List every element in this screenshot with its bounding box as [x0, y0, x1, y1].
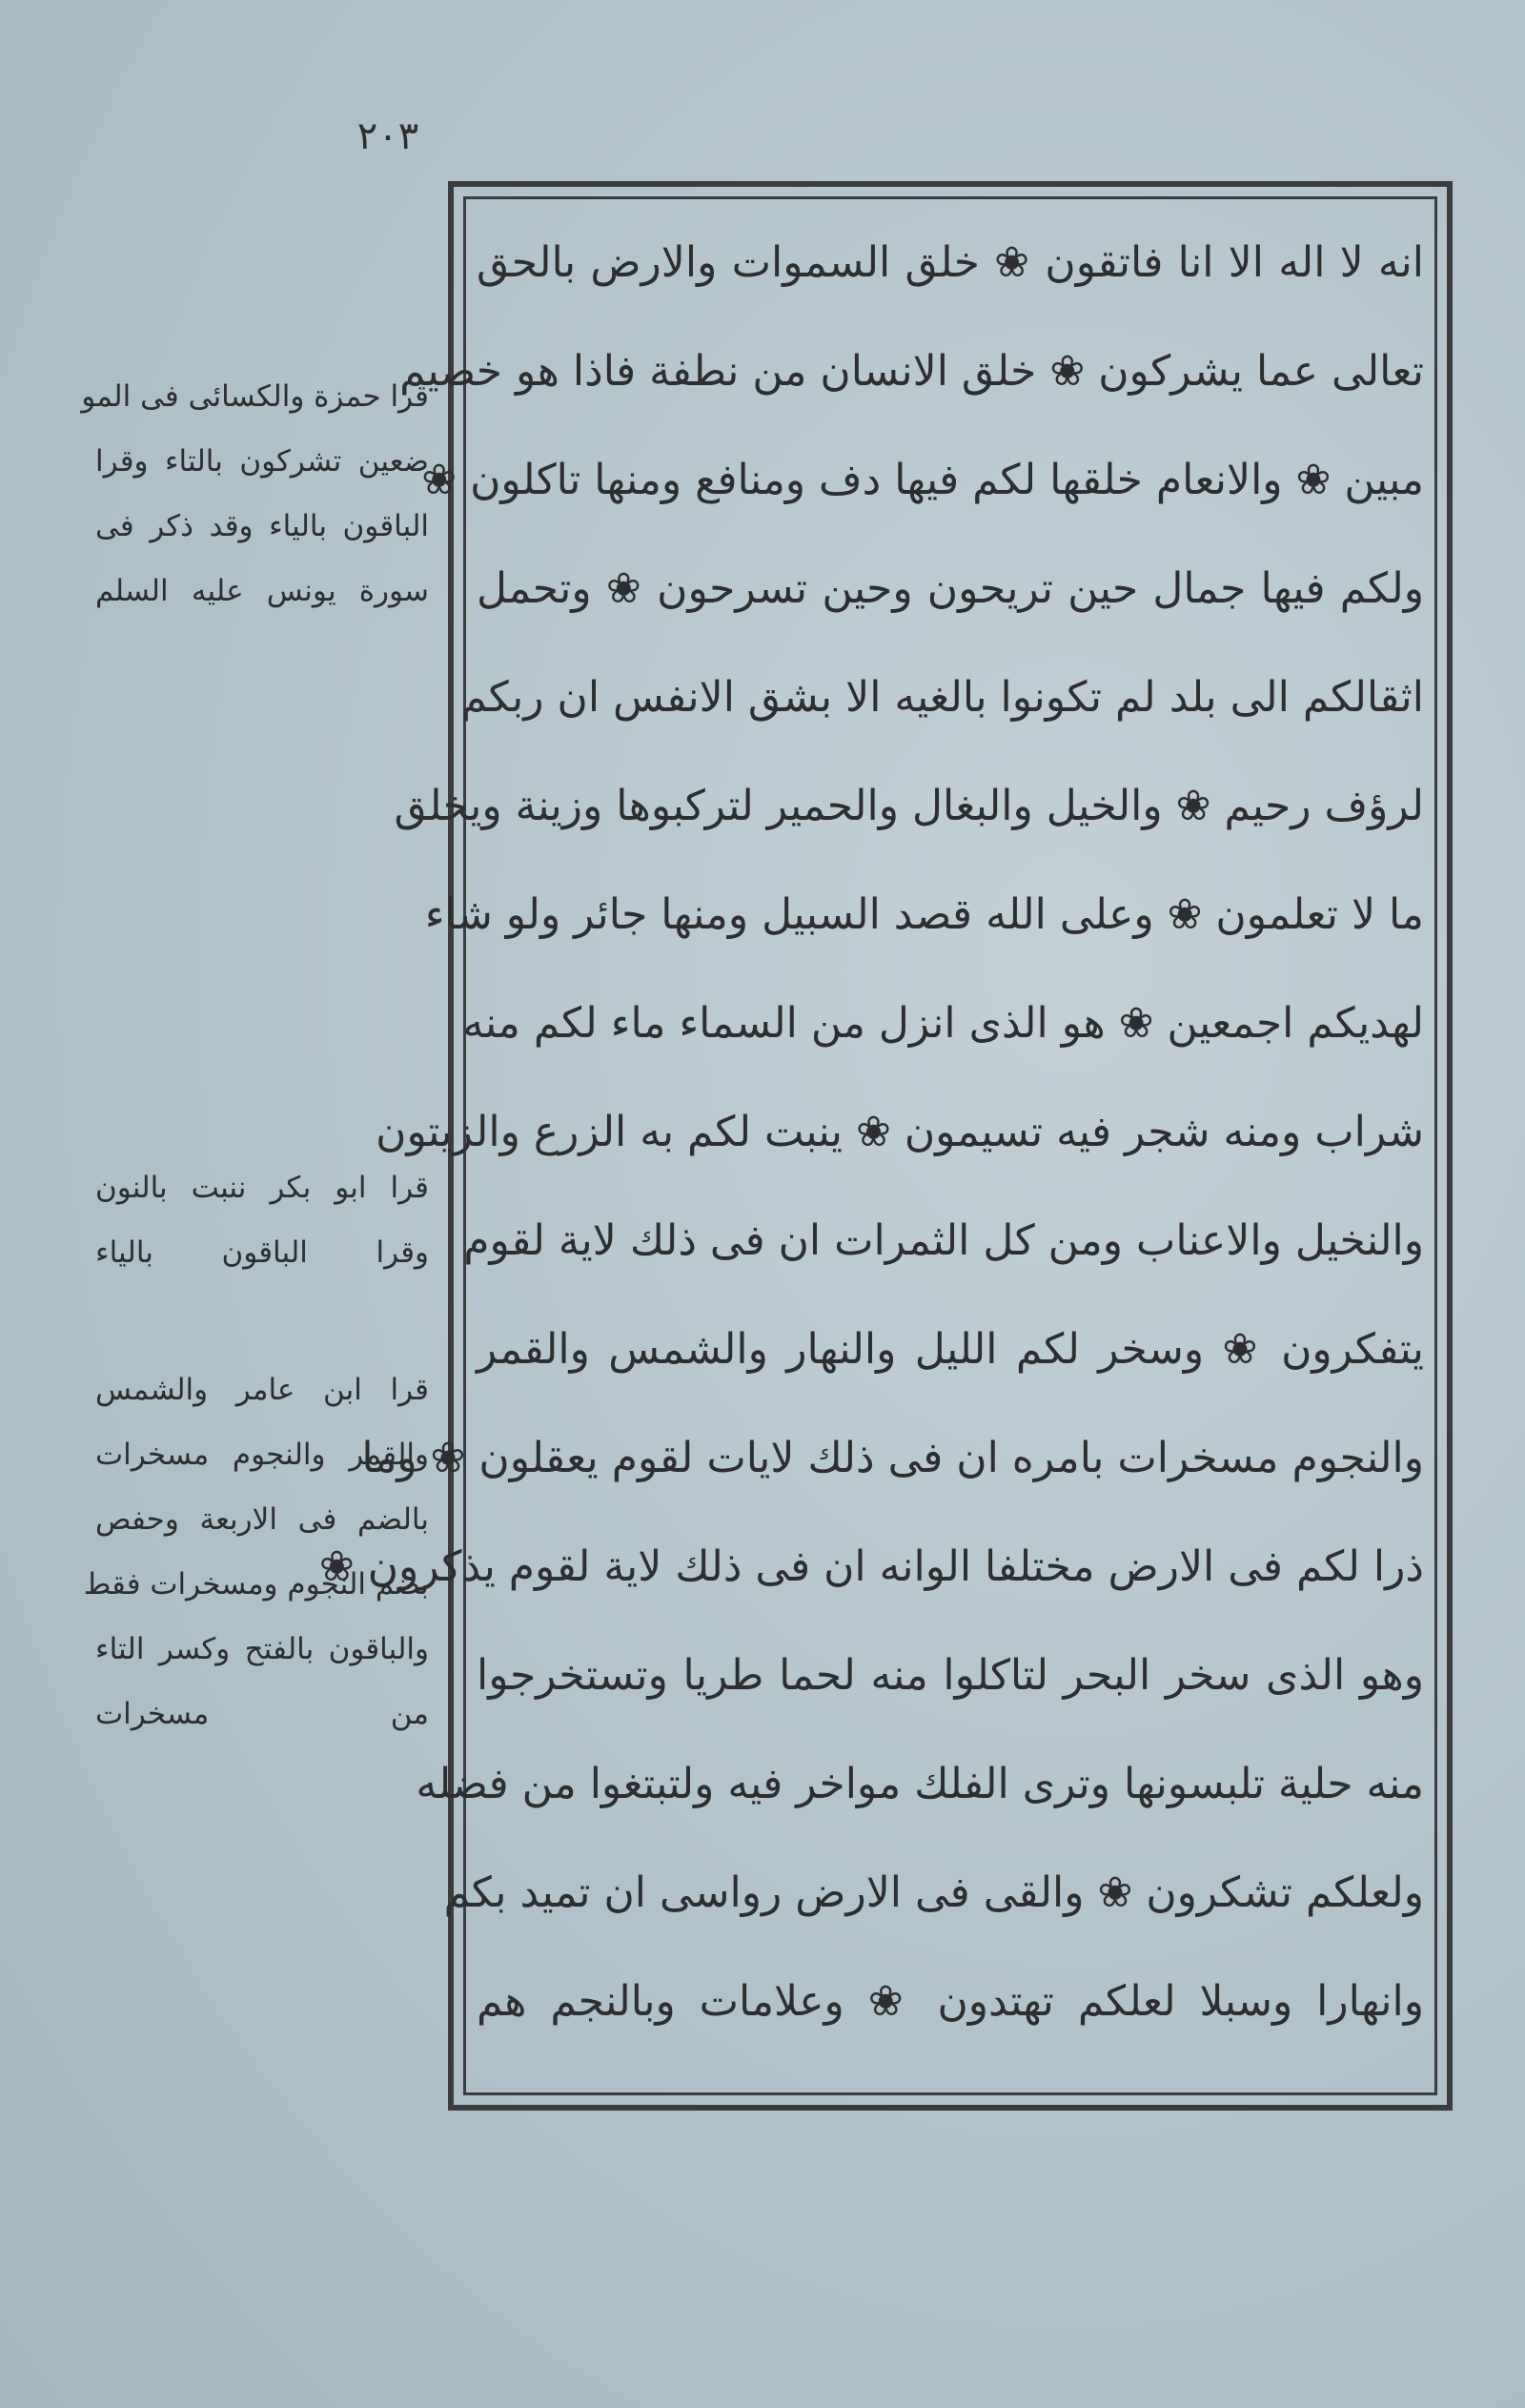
verse-line: ما لا تعلمون ❀ وعلى الله قصد السبيل ومنها جائر ولو شاء [424, 890, 1424, 939]
margin-note-line: ضعين تشركون بالتاء وقرا [95, 444, 429, 479]
margin-note-line: من مسخرات [95, 1697, 429, 1731]
margin-note-reading-variant [95, 1155, 429, 1285]
margin-note-line: بالضم فى الاربعة وحفص [95, 1502, 429, 1537]
verse-line: تعالى عما يشركون ❀ خلق الانسان من نطفة فاذا هو خصيم [399, 347, 1424, 396]
margin-note-line: قرا حمزة والكسائى فى المو [81, 379, 429, 414]
verse-line: اثقالكم الى بلد لم تكونوا بالغيه الا بشق الانفس ان ربكم [460, 673, 1424, 722]
margin-note-line: والقمر والنجوم مسخرات [95, 1438, 429, 1472]
verse-line: ذرا لكم فى الارض مختلفا الوانه ان فى ذلك لاية لقوم يذكرون ❀ [318, 1542, 1424, 1591]
margin-note-line: سورة يونس عليه السلم [95, 574, 429, 608]
verse-line: منه حلية تلبسونها وترى الفلك مواخر فيه ولتبتغوا من فضله [416, 1760, 1424, 1808]
verse-line: وانهارا وسبلا لعلكم تهتدون ❀ وعلامات وبالنجم هم [477, 1977, 1424, 2026]
margin-note-line: قرا ابو بكر ننبت بالنون [95, 1171, 429, 1205]
page-number: ٢٠٣ [356, 114, 419, 158]
margin-note-reading-variant [81, 364, 429, 623]
verse-line: والنخيل والاعناب ومن كل الثمرات ان فى ذلك لاية لقوم [463, 1216, 1424, 1265]
verse-line: ولعلكم تشكرون ❀ والقى فى الارض رواسى ان تميد بكم [443, 1868, 1424, 1917]
verse-line: مبين ❀ والانعام خلقها لكم فيها دف ومنافع ومنها تاكلون ❀ [421, 456, 1424, 504]
verse-line: شراب ومنه شجر فيه تسيمون ❀ ينبت لكم به الزرع والزيتون [376, 1108, 1424, 1156]
verse-line: يتفكرون ❀ وسخر لكم الليل والنهار والشمس والقمر [477, 1325, 1424, 1374]
margin-note-line: وقرا الباقون بالياء [95, 1235, 429, 1270]
margin-note-line: والباقون بالفتح وكسر التاء [95, 1632, 429, 1666]
verse-line: والنجوم مسخرات بامره ان فى ذلك لايات لقوم يعقلون ❀ وما [361, 1434, 1424, 1482]
margin-note-line: قرا ابن عامر والشمس [95, 1373, 429, 1407]
verse-line: لرؤف رحيم ❀ والخيل والبغال والحمير لتركبوها وزينة ويخلق [394, 782, 1424, 830]
margin-note-line: بضم النجوم ومسخرات فقط [83, 1567, 429, 1602]
margin-note-reading-variant [83, 1357, 429, 1746]
verse-line: انه لا اله الا انا فاتقون ❀ خلق السموات والارض بالحق [477, 238, 1424, 287]
verse-line: لهديكم اجمعين ❀ هو الذى انزل من السماء ماء لكم منه [462, 999, 1424, 1048]
verse-line: وهو الذى سخر البحر لتاكلوا منه لحما طريا وتستخرجوا [477, 1651, 1424, 1700]
margin-note-line: الباقون بالياء وقد ذكر فى [95, 509, 429, 543]
main-text-block [318, 212, 1424, 2080]
verse-line: ولكم فيها جمال حين تريحون وحين تسرحون ❀ وتحمل [477, 564, 1424, 613]
